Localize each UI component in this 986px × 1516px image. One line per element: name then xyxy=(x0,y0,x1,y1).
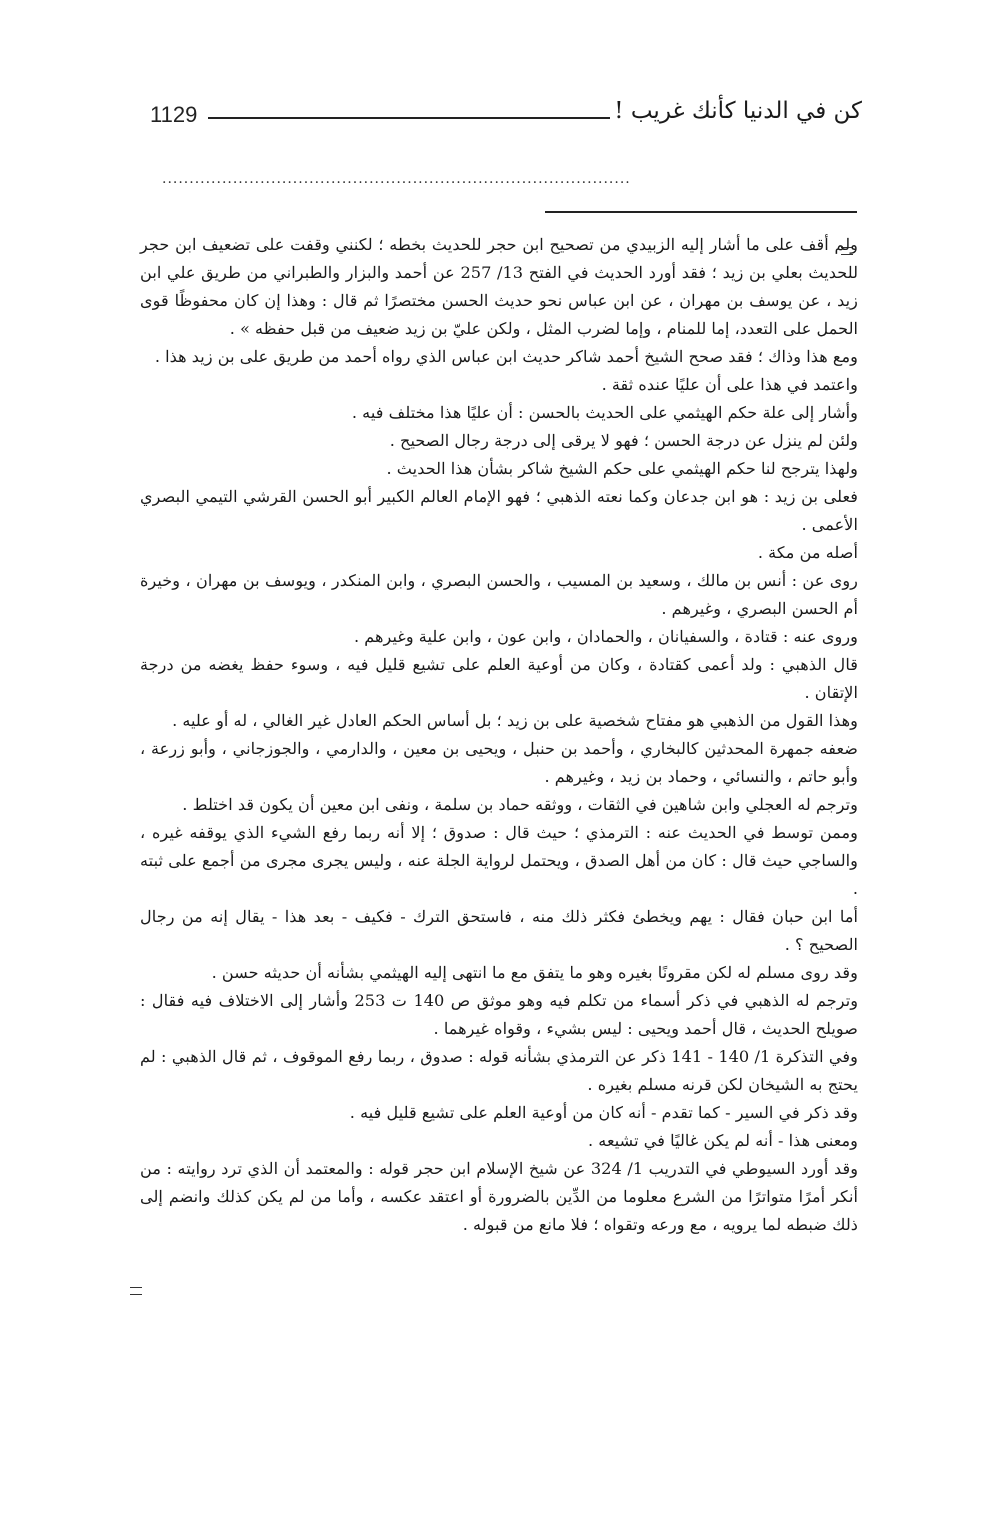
footnote-paragraph: ومعنى هذا - أنه لم يكن غاليًا في تشيعه . xyxy=(588,1131,858,1150)
page-number: 1129 xyxy=(150,102,198,127)
footnote-paragraph: ومع هذا وذاك ؛ فقد صحح الشيخ أحمد شاكر حديث ابن عباس الذي رواه أحمد من طريق على بن زيد هذا . xyxy=(154,347,858,366)
footnote-text xyxy=(140,231,858,1239)
footnote-paragraph: وقد روى مسلم له لكن مقرونًا بغيره وهو ما يتفق مع ما انتهى إليه الهيثمي بشأنه أن حديثه حسن . xyxy=(211,963,858,982)
footnote-paragraph: ولم أقف على ما أشار إليه الزبيدي من تصحيح ابن حجر للحديث بخطه ؛ لكنني وقفت على تضعيف ابن حجر للحديث بعلي بن زيد ؛ فقد أورد الحديث في الفتح 13/ 257 عن أحمد والبزار والطبراني من طريق علي ابن زيد ، عن يوسف بن مهران ، عن ابن عباس نحو حديث الحسن مختصرًا ثم قال : وهذا إن كان محفوظًا قوى الحمل على التعدد، إما للمنام ، وإما لضرب المثل ، ولكن عليّ بن زيد ضعيف من قبل حفظه » . xyxy=(140,235,858,338)
footnote-paragraph: أما ابن حبان فقال : يهم ويخطئ فكثر ذلك منه ، فاستحق الترك - فكيف - بعد هذا - يقال إنه من رجال الصحيح ؟ . xyxy=(140,907,858,954)
continuation-mark-icon xyxy=(130,1287,142,1295)
footnote-paragraph: قال الذهبي : ولد أعمى كقتادة ، وكان من أوعية العلم على تشيع قليل فيه ، وسوء حفظ يغضه من درجة الإتقان . xyxy=(140,655,858,702)
running-title: كن في الدنيا كأنك غريب ! xyxy=(614,98,862,124)
page-header xyxy=(150,96,862,136)
footnote-paragraph: وممن توسط في الحديث عنه : الترمذي ؛ حيث قال : صدوق ؛ إلا أنه ربما رفع الشيء الذي يوقفه غيره ، والساجي حيث قال : كان من أهل الصدق ، ويحتمل لرواية الجلة عنه ، وليس يجرى مجرى من أجمع على ثبته . xyxy=(140,823,858,898)
footnote-paragraph: وهذا القول من الذهبي هو مفتاح شخصية على بن زيد ؛ بل أساس الحكم العادل غير الغالي ، له أو عليه . xyxy=(172,711,858,730)
footnote-paragraph: أصله من مكة . xyxy=(757,543,858,562)
footnote-paragraph: وفي التذكرة 1/ 140 - 141 ذكر عن الترمذي بشأنه قوله : صدوق ، ربما رفع الموقوف ، ثم قال الذهبي : لم يحتج به الشيخان لكن قرنه مسلم بغيره . xyxy=(140,1047,858,1094)
footnote-paragraph: وترجم له العجلي وابن شاهين في الثقات ، ووثقه حماد بن سلمة ، ونفى ابن معين أن يكون قد اختلط . xyxy=(182,795,858,814)
footnote-paragraph: وروى عنه : قتادة ، والسفيانان ، والحمادان ، وابن عون ، وابن علية وغيرهم . xyxy=(353,627,858,646)
footnote-paragraph: واعتمد في هذا على أن عليًا عنده ثقة . xyxy=(601,375,858,394)
footnote-paragraph: وترجم له الذهبي في ذكر أسماء من تكلم فيه وهو موثق ص 140 ت 253 وأشار إلى الاختلاف فيه فقال : صويلح الحديث ، قال أحمد ويحيى : ليس بشيء ، وقواه غيرهما . xyxy=(140,991,859,1038)
footnote-paragraph: فعلى بن زيد : هو ابن جدعان وكما نعته الذهبي ؛ فهو الإمام العالم الكبير أبو الحسن القرشي التيمي البصري الأعمى . xyxy=(140,487,858,534)
footnote-paragraph: روى عن : أنس بن مالك ، وسعيد بن المسيب ، والحسن البصري ، وابن المنكدر ، ويوسف بن مهران ، وخيرة أم الحسن البصري ، وغيرهم . xyxy=(140,571,858,618)
footnote-paragraph: ولهذا يترجح لنا حكم الهيثمي على حكم الشيخ شاكر بشأن هذا الحديث . xyxy=(386,459,858,478)
footnote-paragraph: ولئن لم ينزل عن درجة الحسن ؛ فهو لا يرقى إلى درجة رجال الصحيح . xyxy=(389,431,858,450)
footnote-paragraph: وأشار إلى علة حكم الهيثمي على الحديث بالحسن : أن عليًا هذا مختلف فيه . xyxy=(351,403,858,422)
footnote-paragraph: وقد أورد السيوطي في التدريب 1/ 324 عن شيخ الإسلام ابن حجر قوله : والمعتمد أن الذي ترد روايته : من أنكر أمرًا متواترًا من الشرع معلوما من الدِّين بالضرورة أو اعتقد عكسه ، وأما من لم يكن كذلك وانضم إلى ذلك ضبطه لما يرويه ، مع ورعه وتقواه ؛ فلا مانع من قبوله . xyxy=(140,1159,859,1234)
footnote-paragraph: وقد ذكر في السير - كما تقدم - أنه كان من أوعية العلم على تشيع قليل فيه . xyxy=(349,1103,858,1122)
header-rule xyxy=(208,117,610,119)
footnote-paragraph: ضعفه جمهرة المحدثين كالبخاري ، وأحمد بن حنبل ، ويحيى بن معين ، والدارمي ، والجوزجاني ، وأبو زرعة ، وأبو حاتم ، والنسائي ، وحماد بن زيد ، وغيرهم . xyxy=(140,739,858,786)
ellipsis-line: ...................................................................................... xyxy=(162,172,631,186)
footnote-separator xyxy=(545,211,857,213)
